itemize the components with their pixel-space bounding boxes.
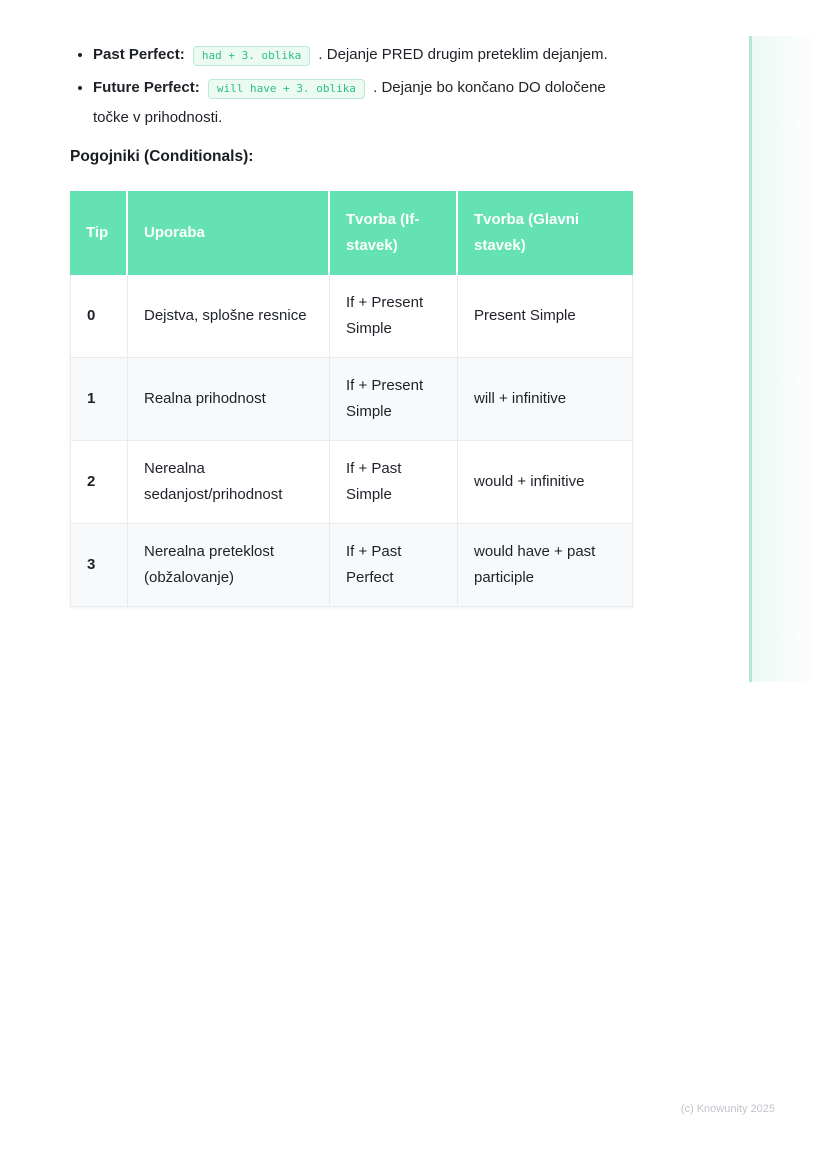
term-label: Past Perfect: [93,46,185,63]
table-row [70,524,633,607]
section-heading: Pogojniki (Conditionals): [70,148,254,165]
formula-code-chip: had + 3. oblika [193,46,310,66]
cell-tvorba-if: If + Present Simple [330,275,458,358]
term-description: . Dejanje bo končano DO določene točke v prihodnosti. [93,79,606,126]
list-item-future-perfect [93,73,633,132]
term-label: Future Perfect: [93,79,200,96]
cell-tvorba-glavni: would + infinitive [458,441,633,524]
column-header-tip: Tip [70,191,128,275]
cell-tvorba-if: If + Present Simple [330,358,458,441]
table-body [70,275,633,607]
table-header [70,191,633,275]
cell-tvorba-glavni: will + infinitive [458,358,633,441]
content-column [70,40,633,607]
footer-copyright: (c) Knowunity 2025 [680,1103,775,1115]
cell-uporaba: Nerealna preteklost (obžalovanje) [128,524,330,607]
cell-tvorba-if: If + Past Simple [330,441,458,524]
list-item-past-perfect [93,40,633,70]
cell-tvorba-glavni: Present Simple [458,275,633,358]
cell-uporaba: Dejstva, splošne resnice [128,275,330,358]
table-row [70,275,633,358]
term-description: . Dejanje PRED drugim preteklim dejanjem. [318,46,608,63]
table-row [70,358,633,441]
cell-tip: 3 [70,524,128,607]
cell-tvorba-if: If + Past Perfect [330,524,458,607]
cell-tip: 0 [70,275,128,358]
column-header-tvorba-glavni: Tvorba (Glavni stavek) [458,191,633,275]
table-row [70,441,633,524]
cell-tip: 2 [70,441,128,524]
conditionals-table [70,191,633,607]
formula-code-chip: will have + 3. oblika [208,79,365,99]
table-header-row [70,191,633,275]
bullet-list [70,40,633,132]
cell-uporaba: Realna prihodnost [128,358,330,441]
column-header-uporaba: Uporaba [128,191,330,275]
cell-tip: 1 [70,358,128,441]
column-header-tvorba-if: Tvorba (If-stavek) [330,191,458,275]
highlight-accent-strip [749,36,811,682]
cell-uporaba: Nerealna sedanjost/prihodnost [128,441,330,524]
cell-tvorba-glavni: would have + past participle [458,524,633,607]
